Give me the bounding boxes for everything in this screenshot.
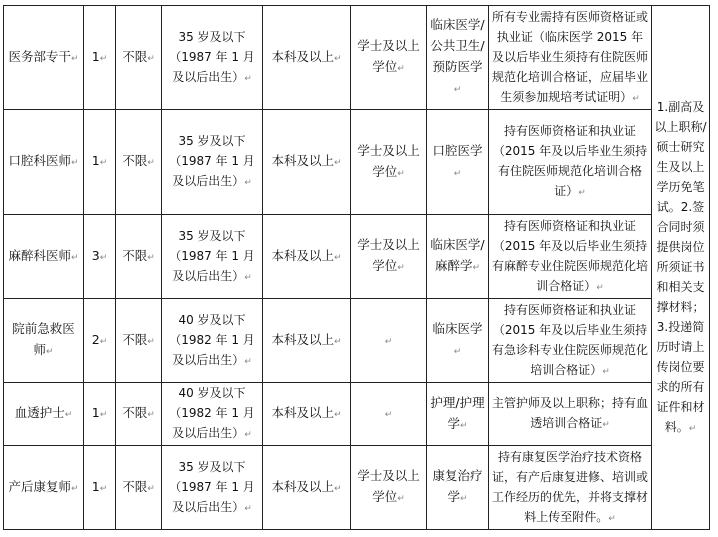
table-row (4, 215, 710, 299)
major-cell: 口腔医学↵ (427, 110, 489, 215)
degree-cell: ↵ (351, 299, 427, 383)
degree-cell: 学士及以上学位↵ (351, 110, 427, 215)
position-cell: 医务部专干↵ (4, 6, 84, 110)
major-cell: 临床医学/麻醉学↵ (427, 215, 489, 299)
recruitment-table (3, 5, 710, 530)
count-cell: 1↵ (84, 446, 116, 530)
count-cell: 1↵ (84, 383, 116, 446)
education-cell: 本科及以上↵ (263, 110, 351, 215)
degree-cell: ↵ (351, 383, 427, 446)
major-limit-cell: 不限↵ (116, 383, 162, 446)
position-cell: 口腔科医师↵ (4, 110, 84, 215)
degree-cell: 学士及以上学位↵ (351, 446, 427, 530)
degree-cell: 学士及以上学位↵ (351, 6, 427, 110)
count-cell: 1↵ (84, 6, 116, 110)
major-limit-cell: 不限↵ (116, 110, 162, 215)
requirement-cell: 所有专业需持有医师资格证或执业证（临床医学 2015 年及以后毕业生须持有住院医师规范化培训合格证，应届毕业生须参加规培考试证明）↵ (489, 6, 652, 110)
count-cell: 1↵ (84, 110, 116, 215)
requirement-cell: 持有医师资格证和执业证（2015 年及以后毕业生须持有急诊科专业住院医师规范化培训合格证）↵ (489, 299, 652, 383)
requirement-cell: 持有医师资格证和执业证（2015 年及以后毕业生须持有麻醉专业住院医师规范化培训合格证）↵ (489, 215, 652, 299)
age-cell: 35 岁及以下（1987 年 1 月及以后出生）↵ (162, 215, 263, 299)
table-row (4, 383, 710, 446)
major-limit-cell: 不限↵ (116, 215, 162, 299)
requirement-cell: 持有康复医学治疗技术资格证，有产后康复进修、培训或工作经历的优先，并将支撑材料上传至附件。↵ (489, 446, 652, 530)
table-row (4, 299, 710, 383)
table-row (4, 6, 710, 110)
education-cell: 本科及以上↵ (263, 215, 351, 299)
count-cell: 2↵ (84, 299, 116, 383)
major-cell: 护理/护理学↵ (427, 383, 489, 446)
position-cell: 产后康复师↵ (4, 446, 84, 530)
table-row (4, 110, 710, 215)
position-cell: 院前急救医师↵ (4, 299, 84, 383)
age-cell: 40 岁及以下（1982 年 1 月及以后出生）↵ (162, 383, 263, 446)
age-cell: 35 岁及以下（1987 年 1 月及以后出生）↵ (162, 110, 263, 215)
education-cell: 本科及以上↵ (263, 6, 351, 110)
major-limit-cell: 不限↵ (116, 446, 162, 530)
education-cell: 本科及以上↵ (263, 299, 351, 383)
requirement-cell: 持有医师资格证和执业证（2015 年及以后毕业生须持有住院医师规范化培训合格证）↵ (489, 110, 652, 215)
major-cell: 临床医学↵ (427, 299, 489, 383)
count-cell: 3↵ (84, 215, 116, 299)
degree-cell: 学士及以上学位↵ (351, 215, 427, 299)
major-limit-cell: 不限↵ (116, 299, 162, 383)
major-cell: 康复治疗学↵ (427, 446, 489, 530)
age-cell: 35 岁及以下（1987 年 1 月及以后出生）↵ (162, 446, 263, 530)
education-cell: 本科及以上↵ (263, 446, 351, 530)
notes-cell: 1.副高及以上职称/硕士研究生及以上学历免笔试。2.签合同时须提供岗位所须证书和相关支撑材料；3.投递简历时请上传岗位要求的所有证件和材料。↵ (652, 6, 710, 530)
age-cell: 35 岁及以下（1987 年 1 月及以后出生）↵ (162, 6, 263, 110)
age-cell: 40 岁及以下（1982 年 1 月及以后出生）↵ (162, 299, 263, 383)
major-cell: 临床医学/公共卫生/预防医学↵ (427, 6, 489, 110)
major-limit-cell: 不限↵ (116, 6, 162, 110)
table-row (4, 446, 710, 530)
position-cell: 麻醉科医师↵ (4, 215, 84, 299)
requirement-cell: 主管护师及以上职称；持有血透培训合格证↵ (489, 383, 652, 446)
position-cell: 血透护士↵ (4, 383, 84, 446)
education-cell: 本科及以上↵ (263, 383, 351, 446)
